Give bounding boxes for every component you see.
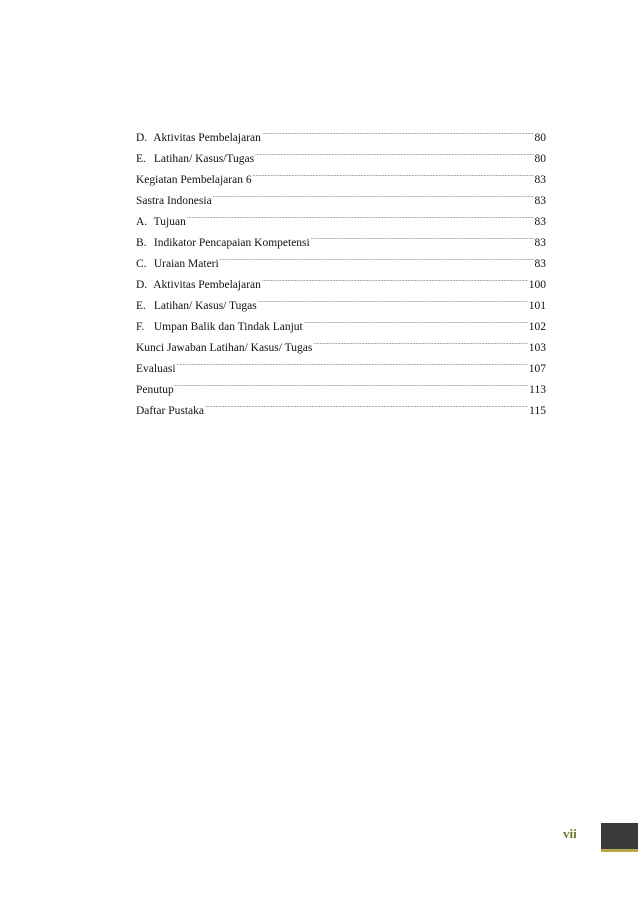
page-corner-tab [601,823,638,849]
toc-entry-page: 83 [534,195,546,207]
toc-entry-title: Uraian Materi [153,258,219,270]
toc-entry-page: 83 [534,258,546,270]
dot-leader [253,162,534,183]
toc-entry-title: Kegiatan Pembelajaran 6 [136,174,252,186]
dot-leader [220,246,534,267]
toc-entry-aktivitas-pembelajaran[interactable] [136,120,546,144]
toc-entry-title: Umpan Balik dan Tindak Lanjut [153,321,303,333]
toc-entry-evaluasi[interactable] [136,351,546,375]
toc-entry-prefix: A. [136,216,148,228]
dot-leader [175,372,528,393]
dot-leader [177,351,528,372]
toc-entry-title: Kunci Jawaban Latihan/ Kasus/ Tugas [136,342,313,354]
toc-entry-prefix: E. [136,153,146,165]
dot-leader [258,288,528,309]
toc-entry-title: Latihan/ Kasus/ Tugas [153,300,257,312]
toc-entry-page: 115 [529,405,546,417]
toc-entry-title: Daftar Pustaka [136,405,205,417]
dot-leader [205,393,528,414]
toc-entry-daftar-pustaka[interactable] [136,393,546,417]
toc-entry-prefix: F. [136,321,145,333]
toc-entry-title: Aktivitas Pembelajaran [153,279,261,291]
toc-entry-prefix: D. [136,132,148,144]
toc-entry-page: 102 [528,321,546,333]
toc-entry-prefix: D. [136,279,148,291]
toc-entry-page: 101 [528,300,546,312]
toc-entry-page: 83 [534,216,546,228]
toc-entry-title: Indikator Pencapaian Kompetensi [153,237,310,249]
toc-entry-title: Penutup [136,384,174,396]
dot-leader [313,330,527,351]
toc-entry-title: Latihan/ Kasus/Tugas [153,153,255,165]
toc-entry-prefix: E. [136,300,146,312]
dot-leader [255,141,533,162]
toc-entry-prefix: B. [136,237,147,249]
dot-leader [213,183,534,204]
toc-entry-title: Evaluasi [136,363,176,375]
toc-entry-indikator-pencapaian-kompetensi[interactable] [136,225,546,249]
toc-entry-page: 80 [534,153,546,165]
dot-leader [304,309,528,330]
dot-leader [262,120,534,141]
toc-entry-page: 80 [534,132,546,144]
toc-entry-page: 83 [534,174,546,186]
toc-entry-penutup[interactable] [136,372,546,396]
dot-leader [311,225,534,246]
toc-entry-title: Tujuan [153,216,186,228]
table-of-contents [136,120,546,417]
dot-leader [262,267,528,288]
toc-entry-tujuan[interactable] [136,204,546,228]
toc-entry-page: 100 [528,279,546,291]
dot-leader [187,204,534,225]
toc-entry-page: 83 [534,237,546,249]
toc-entry-title: Sastra Indonesia [136,195,212,207]
toc-entry-page: 113 [529,384,546,396]
page-number: vii [563,826,577,841]
toc-entry-page: 107 [528,363,546,375]
toc-entry-prefix: C. [136,258,147,270]
toc-entry-page: 103 [528,342,546,354]
toc-entry-title: Aktivitas Pembelajaran [153,132,261,144]
